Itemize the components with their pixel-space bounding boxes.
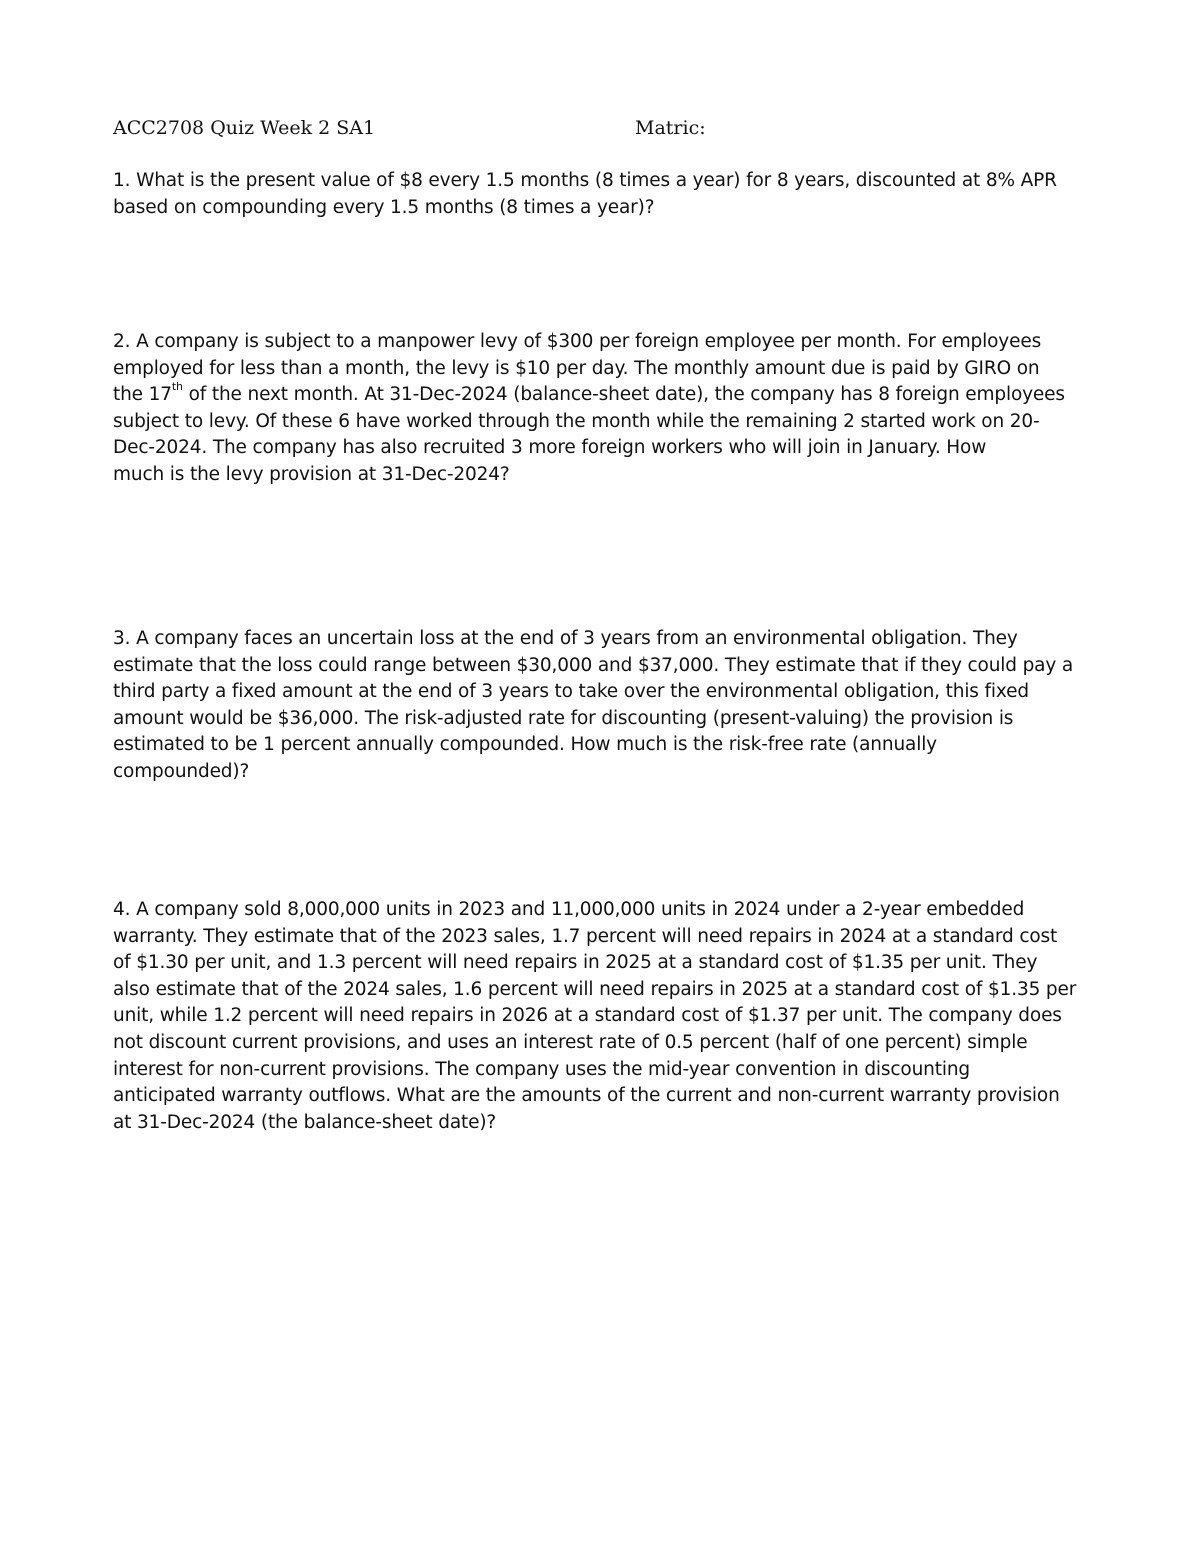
question-2-line: employed for less than a month, the levy is $10 per day. The monthly amount due is paid by GIRO on	[113, 357, 1040, 379]
question-2	[113, 329, 1093, 489]
question-3-line: 3. A company faces an uncertain loss at the end of 3 years from an environmental obligation. They	[113, 628, 1018, 649]
ordinal-suffix: th	[171, 380, 183, 394]
quiz-header	[113, 113, 1093, 143]
question-3-line: estimate that the loss could range between $30,000 and $37,000. They estimate that if they could pay a	[113, 654, 1074, 676]
question-2-line: subject to levy. Of these 6 have worked through the month while the remaining 2 started work on 20-	[113, 410, 1040, 432]
quiz-title: ACC2708 Quiz Week 2 SA1	[113, 117, 376, 139]
question-4-line: not discount current provisions, and uses an interest rate of 0.5 percent (half of one percent) simple	[113, 1031, 1028, 1053]
question-4	[113, 897, 1093, 1136]
question-4-line: at 31-Dec-2024 (the balance-sheet date)?	[113, 1111, 497, 1133]
question-1	[113, 168, 1093, 221]
question-2-line: much is the levy provision at 31-Dec-2024?	[113, 463, 510, 485]
question-3-line: third party a fixed amount at the end of 3 years to take over the environmental obligation, this fixed	[113, 681, 1029, 703]
question-1-line: 1. What is the present value of $8 every 1.5 months (8 times a year) for 8 years, discounted at 8% APR	[113, 170, 1057, 191]
question-4-line: warranty. They estimate that of the 2023 sales, 1.7 percent will need repairs in 2024 at a standard cost	[113, 925, 1058, 947]
question-4-line: also estimate that of the 2024 sales, 1.6 percent will need repairs in 2025 at a standard cost of $1.35 per	[113, 978, 1077, 1000]
question-3-line: amount would be $36,000. The risk-adjusted rate for discounting (present-valuing) the provision is	[113, 707, 1014, 729]
question-2-line: Dec-2024. The company has also recruited 3 more foreign workers who will join in January. How	[113, 437, 987, 459]
question-4-line: anticipated warranty outflows. What are the amounts of the current and non-current warranty provision	[113, 1085, 1060, 1107]
question-2-line	[113, 382, 1093, 409]
question-4-line: unit, while 1.2 percent will need repairs in 2026 at a standard cost of $1.37 per unit. The company does	[113, 1005, 1062, 1027]
question-4-line: 4. A company sold 8,000,000 units in 2023 and 11,000,000 units in 2024 under a 2-year embedded	[113, 899, 1025, 920]
matric-label: Matric:	[635, 117, 706, 139]
question-3-line: compounded)?	[113, 760, 250, 782]
question-2-line-text: the 17	[113, 384, 172, 406]
question-4-line: of $1.30 per unit, and 1.3 percent will need repairs in 2025 at a standard cost of $1.35 per unit. They	[113, 952, 1038, 974]
question-2-line: 2. A company is subject to a manpower levy of $300 per foreign employee per month. For employees	[113, 331, 1042, 352]
question-1-line: based on compounding every 1.5 months (8 times a year)?	[113, 196, 655, 218]
question-2-line-text: of the next month. At 31-Dec-2024 (balance-sheet date), the company has 8 foreign employees	[182, 384, 1065, 406]
question-3	[113, 626, 1093, 786]
question-4-line: interest for non-current provisions. The company uses the mid-year convention in discounting	[113, 1058, 971, 1080]
question-3-line: estimated to be 1 percent annually compounded. How much is the risk-free rate (annually	[113, 734, 937, 756]
